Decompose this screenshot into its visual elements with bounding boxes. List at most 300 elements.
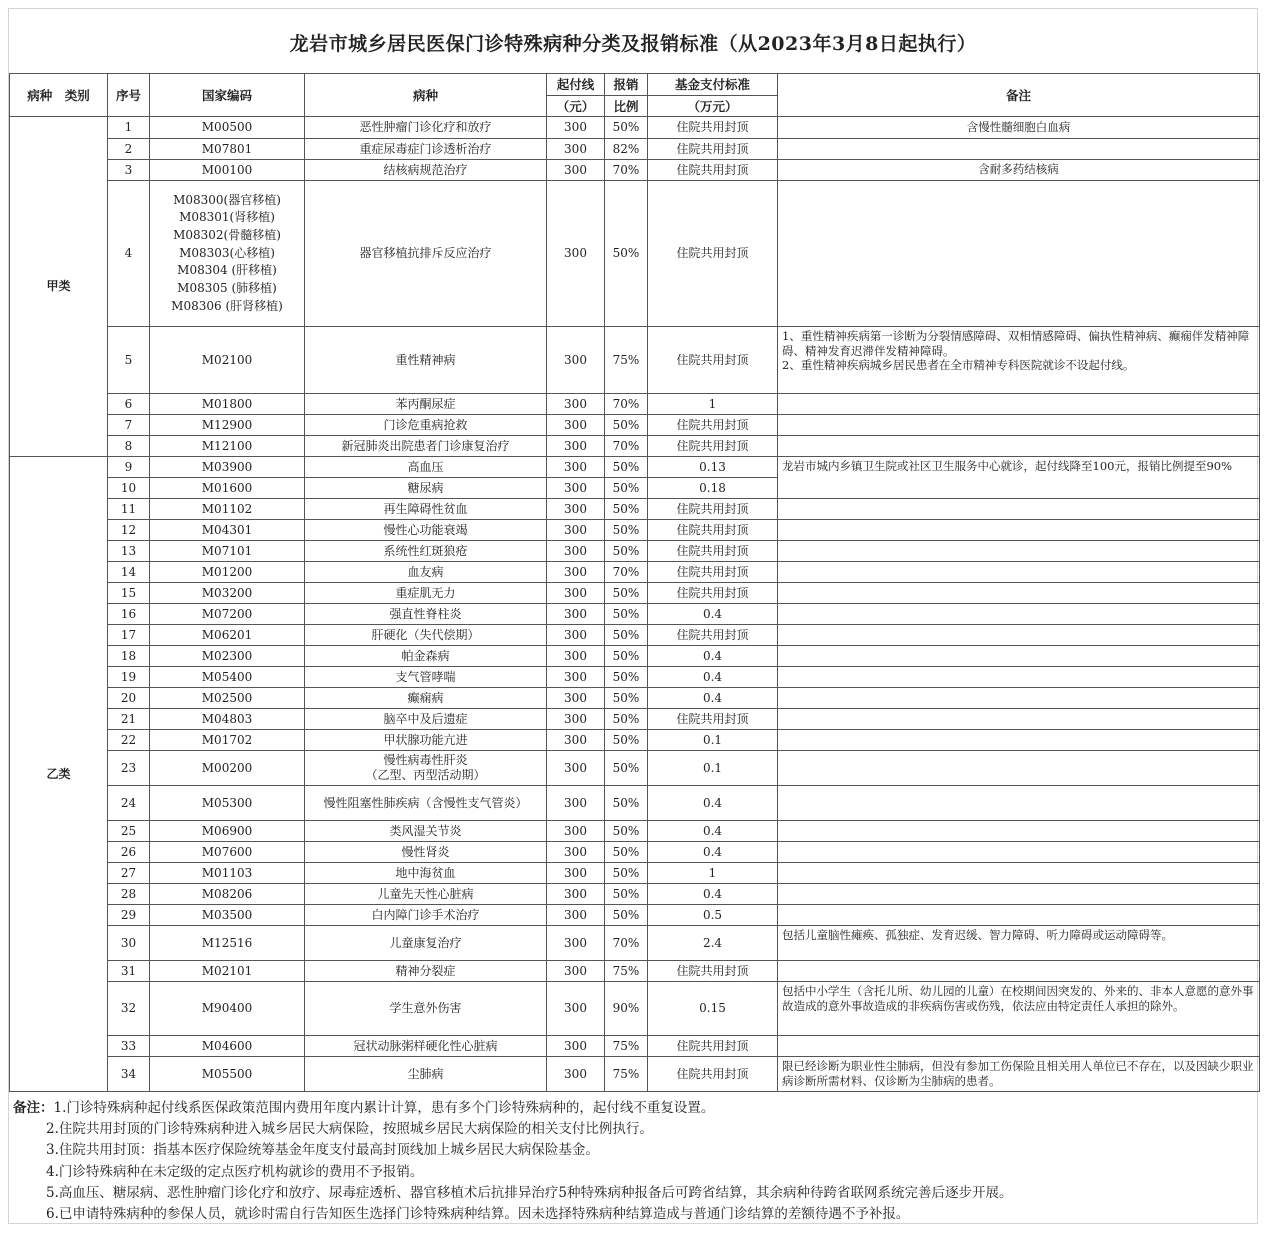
row-code bbox=[150, 181, 305, 327]
table-row bbox=[10, 884, 1260, 905]
table-row bbox=[10, 982, 1260, 1036]
row-ratio: 50% bbox=[605, 181, 648, 327]
row-code: M03200 bbox=[150, 583, 305, 604]
row-code: M02100 bbox=[150, 327, 305, 394]
row-threshold: 300 bbox=[547, 646, 605, 667]
row-fund: 0.1 bbox=[648, 730, 778, 751]
row-threshold: 300 bbox=[547, 863, 605, 884]
row-disease: 慢性阻塞性肺疾病（含慢性支气管炎） bbox=[305, 786, 547, 821]
row-code: M05500 bbox=[150, 1057, 305, 1092]
row-ratio: 50% bbox=[605, 457, 648, 478]
row-threshold: 300 bbox=[547, 821, 605, 842]
table-row bbox=[10, 160, 1260, 181]
row-fund: 住院共用封顶 bbox=[648, 583, 778, 604]
row-remark: 含慢性髓细胞白血病 bbox=[778, 117, 1260, 139]
row-disease: 甲状腺功能亢进 bbox=[305, 730, 547, 751]
code-line: M08305 (肺移植) bbox=[177, 281, 277, 296]
row-index: 33 bbox=[108, 1036, 150, 1057]
row-threshold: 300 bbox=[547, 667, 605, 688]
row-index: 20 bbox=[108, 688, 150, 709]
row-ratio: 50% bbox=[605, 117, 648, 139]
code-line: M08300(器官移植) bbox=[173, 192, 281, 207]
row-code: M01200 bbox=[150, 562, 305, 583]
row-disease: 精神分裂症 bbox=[305, 961, 547, 982]
row-fund: 住院共用封顶 bbox=[648, 1057, 778, 1092]
row-remark bbox=[778, 625, 1260, 646]
row-index: 32 bbox=[108, 982, 150, 1036]
category-b-cell: 乙类 bbox=[10, 457, 108, 1092]
row-threshold: 300 bbox=[547, 842, 605, 863]
row-disease: 高血压 bbox=[305, 457, 547, 478]
row-code: M07600 bbox=[150, 842, 305, 863]
row-threshold: 300 bbox=[547, 982, 605, 1036]
row-ratio: 50% bbox=[605, 905, 648, 926]
row-ratio: 50% bbox=[605, 499, 648, 520]
row-ratio: 50% bbox=[605, 667, 648, 688]
code-line: M08301(肾移植) bbox=[179, 210, 275, 225]
row-index: 12 bbox=[108, 520, 150, 541]
row-index: 28 bbox=[108, 884, 150, 905]
row-ratio: 50% bbox=[605, 842, 648, 863]
row-remark bbox=[778, 436, 1260, 457]
row-remark bbox=[778, 562, 1260, 583]
row-index: 14 bbox=[108, 562, 150, 583]
row-fund: 住院共用封顶 bbox=[648, 139, 778, 160]
document-title: 龙岩市城乡居民医保门诊特殊病种分类及报销标准（从2023年3月8日起执行） bbox=[289, 33, 977, 55]
row-disease: 强直性脊柱炎 bbox=[305, 604, 547, 625]
row-ratio: 70% bbox=[605, 562, 648, 583]
table-row bbox=[10, 583, 1260, 604]
row-fund: 住院共用封顶 bbox=[648, 1036, 778, 1057]
footnote-label: 备注： bbox=[13, 1100, 54, 1116]
row-index: 2 bbox=[108, 139, 150, 160]
table-row bbox=[10, 394, 1260, 415]
row-code: M02300 bbox=[150, 646, 305, 667]
row-threshold: 300 bbox=[547, 415, 605, 436]
row-ratio: 50% bbox=[605, 884, 648, 905]
row-fund: 住院共用封顶 bbox=[648, 562, 778, 583]
row-code: M06201 bbox=[150, 625, 305, 646]
table-row bbox=[10, 688, 1260, 709]
row-fund: 住院共用封顶 bbox=[648, 961, 778, 982]
row-ratio: 75% bbox=[605, 1057, 648, 1092]
header-disease: 病种 bbox=[305, 74, 547, 117]
row-disease: 学生意外伤害 bbox=[305, 982, 547, 1036]
row-disease: 重症肌无力 bbox=[305, 583, 547, 604]
row-threshold: 300 bbox=[547, 181, 605, 327]
row-disease: 血友病 bbox=[305, 562, 547, 583]
row-ratio: 75% bbox=[605, 961, 648, 982]
row-disease: 肝硬化（失代偿期） bbox=[305, 625, 547, 646]
row-threshold: 300 bbox=[547, 1057, 605, 1092]
row-disease: 慢性肾炎 bbox=[305, 842, 547, 863]
document-sheet bbox=[8, 8, 1258, 1224]
code-line: M08302(骨髓移植) bbox=[173, 227, 281, 242]
row-code: M02101 bbox=[150, 961, 305, 982]
row-index: 27 bbox=[108, 863, 150, 884]
row-code: M06900 bbox=[150, 821, 305, 842]
row-fund: 0.4 bbox=[648, 646, 778, 667]
table-row bbox=[10, 541, 1260, 562]
footnote-line: 6.已申请特殊病种的参保人员，就诊时需自行告知医生选择门诊特殊病种结算。因未选择特殊病种结算造成与普通门诊结算的差额待遇不予补报。 bbox=[46, 1206, 910, 1223]
row-remark: 含耐多药结核病 bbox=[778, 160, 1260, 181]
row-index: 8 bbox=[108, 436, 150, 457]
row-threshold: 300 bbox=[547, 730, 605, 751]
row-threshold: 300 bbox=[547, 160, 605, 181]
table-row bbox=[10, 117, 1260, 139]
row-fund: 0.18 bbox=[648, 478, 778, 499]
row-remark bbox=[778, 884, 1260, 905]
header-ratio-sub: 比例 bbox=[605, 96, 648, 117]
row-disease: 尘肺病 bbox=[305, 1057, 547, 1092]
row-fund: 0.13 bbox=[648, 457, 778, 478]
row-ratio: 50% bbox=[605, 520, 648, 541]
row-remark bbox=[778, 394, 1260, 415]
row-ratio: 50% bbox=[605, 709, 648, 730]
row-threshold: 300 bbox=[547, 884, 605, 905]
row-threshold: 300 bbox=[547, 961, 605, 982]
table-row bbox=[10, 709, 1260, 730]
table-row bbox=[10, 625, 1260, 646]
row-remark bbox=[778, 604, 1260, 625]
row-ratio: 50% bbox=[605, 863, 648, 884]
row-remark bbox=[778, 139, 1260, 160]
row-ratio: 50% bbox=[605, 730, 648, 751]
row-index: 24 bbox=[108, 786, 150, 821]
row-disease: 恶性肿瘤门诊化疗和放疗 bbox=[305, 117, 547, 139]
row-index: 23 bbox=[108, 751, 150, 786]
header-fund: 基金支付标准 bbox=[648, 74, 778, 96]
table-row bbox=[10, 821, 1260, 842]
row-disease: 慢性病毒性肝炎 （乙型、丙型活动期） bbox=[305, 751, 547, 786]
row-threshold: 300 bbox=[547, 604, 605, 625]
row-threshold: 300 bbox=[547, 709, 605, 730]
row-fund: 0.4 bbox=[648, 821, 778, 842]
row-threshold: 300 bbox=[547, 541, 605, 562]
row-disease: 类风湿关节炎 bbox=[305, 821, 547, 842]
row-remark bbox=[778, 863, 1260, 884]
row-code: M03900 bbox=[150, 457, 305, 478]
row-remark bbox=[778, 583, 1260, 604]
row-threshold: 300 bbox=[547, 688, 605, 709]
row-remark bbox=[778, 842, 1260, 863]
row-ratio: 50% bbox=[605, 541, 648, 562]
row-ratio: 50% bbox=[605, 751, 648, 786]
row-ratio: 50% bbox=[605, 625, 648, 646]
row-code: M12100 bbox=[150, 436, 305, 457]
table-row bbox=[10, 863, 1260, 884]
row-remark: 限已经诊断为职业性尘肺病，但没有参加工伤保险且相关用人单位已不存在，以及因缺少职业病诊断所需材料、仅诊断为尘肺病的患者。 bbox=[778, 1057, 1260, 1092]
row-threshold: 300 bbox=[547, 926, 605, 961]
row-remark bbox=[778, 730, 1260, 751]
row-disease: 儿童先天性心脏病 bbox=[305, 884, 547, 905]
code-line: M08304 (肝移植) bbox=[177, 263, 277, 278]
table-row bbox=[10, 667, 1260, 688]
row-remark: 1、重性精神疾病第一诊断为分裂情感障碍、双相情感障碍、偏执性精神病、癫痫伴发精神障碍、精神发育迟滞伴发精神障碍。 2、重性精神疾病城乡居民患者在全市精神专科医院就诊不设起付线。 bbox=[778, 327, 1260, 394]
row-threshold: 300 bbox=[547, 478, 605, 499]
header-ratio: 报销 bbox=[605, 74, 648, 96]
row-index: 30 bbox=[108, 926, 150, 961]
footnote-line: 5.高血压、糖尿病、恶性肿瘤门诊化疗和放疗、尿毒症透析、器官移植术后抗排异治疗5种特殊病种报备后可跨省结算，其余病种待跨省联网系统完善后逐步开展。 bbox=[46, 1184, 1013, 1201]
row-remark bbox=[778, 786, 1260, 821]
header-threshold: 起付线 bbox=[547, 74, 605, 96]
row-index: 31 bbox=[108, 961, 150, 982]
row-code: M01102 bbox=[150, 499, 305, 520]
row-remark bbox=[778, 961, 1260, 982]
table-row bbox=[10, 842, 1260, 863]
row-fund: 住院共用封顶 bbox=[648, 117, 778, 139]
row-fund: 住院共用封顶 bbox=[648, 181, 778, 327]
row-ratio: 75% bbox=[605, 1036, 648, 1057]
table-row bbox=[10, 646, 1260, 667]
row-fund: 住院共用封顶 bbox=[648, 625, 778, 646]
row-index: 1 bbox=[108, 117, 150, 139]
table-row bbox=[10, 926, 1260, 961]
row-code: M07200 bbox=[150, 604, 305, 625]
row-index: 17 bbox=[108, 625, 150, 646]
footnote-line: 3.住院共用封顶：指基本医疗保险统筹基金年度支付最高封顶线加上城乡居民大病保险基金。 bbox=[46, 1142, 599, 1159]
row-threshold: 300 bbox=[547, 786, 605, 821]
row-remark bbox=[778, 688, 1260, 709]
row-disease: 脑卒中及后遗症 bbox=[305, 709, 547, 730]
row-disease: 系统性红斑狼疮 bbox=[305, 541, 547, 562]
row-index: 4 bbox=[108, 181, 150, 327]
row-ratio: 90% bbox=[605, 982, 648, 1036]
table-body bbox=[10, 117, 1260, 1092]
row-disease: 冠状动脉粥样硬化性心脏病 bbox=[305, 1036, 547, 1057]
row-disease: 苯丙酮尿症 bbox=[305, 394, 547, 415]
row-disease: 重症尿毒症门诊透析治疗 bbox=[305, 139, 547, 160]
row-code: M07101 bbox=[150, 541, 305, 562]
row-ratio: 50% bbox=[605, 415, 648, 436]
row-code: M05400 bbox=[150, 667, 305, 688]
row-ratio: 70% bbox=[605, 436, 648, 457]
table-row bbox=[10, 415, 1260, 436]
table-row bbox=[10, 499, 1260, 520]
table-row bbox=[10, 562, 1260, 583]
row-threshold: 300 bbox=[547, 562, 605, 583]
table-row bbox=[10, 139, 1260, 160]
row-remark bbox=[778, 1036, 1260, 1057]
row-code: M01103 bbox=[150, 863, 305, 884]
row-index: 21 bbox=[108, 709, 150, 730]
row-ratio: 50% bbox=[605, 786, 648, 821]
row-threshold: 300 bbox=[547, 583, 605, 604]
row-code: M02500 bbox=[150, 688, 305, 709]
row-disease: 新冠肺炎出院患者门诊康复治疗 bbox=[305, 436, 547, 457]
row-fund: 1 bbox=[648, 863, 778, 884]
footnote-line bbox=[9, 1098, 1257, 1119]
row-ratio: 50% bbox=[605, 604, 648, 625]
row-index: 19 bbox=[108, 667, 150, 688]
row-threshold: 300 bbox=[547, 499, 605, 520]
row-index: 34 bbox=[108, 1057, 150, 1092]
header-fund-unit: （万元） bbox=[648, 96, 778, 117]
row-remark bbox=[778, 646, 1260, 667]
row-fund: 0.4 bbox=[648, 786, 778, 821]
table-row bbox=[10, 457, 1260, 478]
row-disease: 慢性心功能衰竭 bbox=[305, 520, 547, 541]
row-fund: 2.4 bbox=[648, 926, 778, 961]
row-code: M04301 bbox=[150, 520, 305, 541]
footnote-line: 2.住院共用封顶的门诊特殊病种进入城乡居民大病保险，按照城乡居民大病保险的相关支付比例执行。 bbox=[46, 1121, 653, 1138]
row-fund: 0.15 bbox=[648, 982, 778, 1036]
row-remark bbox=[778, 181, 1260, 327]
table-header-row bbox=[10, 74, 1260, 96]
row-index: 22 bbox=[108, 730, 150, 751]
row-fund: 0.5 bbox=[648, 905, 778, 926]
header-code: 国家编码 bbox=[150, 74, 305, 117]
row-index: 15 bbox=[108, 583, 150, 604]
row-remark: 龙岩市城内乡镇卫生院或社区卫生服务中心就诊，起付线降至100元，报销比例提至90% bbox=[778, 457, 1260, 499]
row-threshold: 300 bbox=[547, 139, 605, 160]
row-fund: 住院共用封顶 bbox=[648, 520, 778, 541]
row-index: 6 bbox=[108, 394, 150, 415]
row-index: 26 bbox=[108, 842, 150, 863]
row-remark: 包括儿童脑性瘫痪、孤独症、发育迟缓、智力障碍、听力障碍或运动障碍等。 bbox=[778, 926, 1260, 961]
row-index: 7 bbox=[108, 415, 150, 436]
row-remark bbox=[778, 709, 1260, 730]
row-code: M03500 bbox=[150, 905, 305, 926]
footnotes bbox=[9, 1098, 1257, 1225]
row-code: M08206 bbox=[150, 884, 305, 905]
row-threshold: 300 bbox=[547, 520, 605, 541]
footnote-line: 4.门诊特殊病种在未定级的定点医疗机构就诊的费用不予报销。 bbox=[46, 1163, 424, 1180]
row-index: 13 bbox=[108, 541, 150, 562]
row-code: M01800 bbox=[150, 394, 305, 415]
row-ratio: 75% bbox=[605, 327, 648, 394]
table-row bbox=[10, 1057, 1260, 1092]
row-disease: 儿童康复治疗 bbox=[305, 926, 547, 961]
row-fund: 住院共用封顶 bbox=[648, 499, 778, 520]
row-remark: 包括中小学生（含托儿所、幼儿园的儿童）在校期间因突发的、外来的、非本人意愿的意外事故造成的意外事故造成的非疾病伤害或伤残，依法应由特定责任人承担的除外。 bbox=[778, 982, 1260, 1036]
row-ratio: 70% bbox=[605, 394, 648, 415]
row-disease: 白内障门诊手术治疗 bbox=[305, 905, 547, 926]
row-ratio: 70% bbox=[605, 926, 648, 961]
table-row bbox=[10, 961, 1260, 982]
row-disease: 重性精神病 bbox=[305, 327, 547, 394]
row-remark bbox=[778, 821, 1260, 842]
row-fund: 1 bbox=[648, 394, 778, 415]
row-ratio: 50% bbox=[605, 646, 648, 667]
row-ratio: 50% bbox=[605, 583, 648, 604]
table-row bbox=[10, 436, 1260, 457]
row-threshold: 300 bbox=[547, 327, 605, 394]
row-index: 18 bbox=[108, 646, 150, 667]
row-fund: 住院共用封顶 bbox=[648, 327, 778, 394]
row-ratio: 50% bbox=[605, 688, 648, 709]
table-row bbox=[10, 751, 1260, 786]
row-remark bbox=[778, 520, 1260, 541]
row-threshold: 300 bbox=[547, 905, 605, 926]
table-row bbox=[10, 786, 1260, 821]
table-row bbox=[10, 604, 1260, 625]
code-line: M08303(心移植) bbox=[179, 245, 275, 260]
row-ratio: 50% bbox=[605, 821, 648, 842]
row-code: M90400 bbox=[150, 982, 305, 1036]
disease-table bbox=[9, 73, 1260, 1092]
row-remark bbox=[778, 751, 1260, 786]
header-remark: 备注 bbox=[778, 74, 1260, 117]
row-fund: 住院共用封顶 bbox=[648, 415, 778, 436]
row-ratio: 50% bbox=[605, 478, 648, 499]
row-code: M01600 bbox=[150, 478, 305, 499]
row-ratio: 70% bbox=[605, 160, 648, 181]
row-fund: 住院共用封顶 bbox=[648, 436, 778, 457]
row-disease: 再生障碍性贫血 bbox=[305, 499, 547, 520]
row-disease: 结核病规范治疗 bbox=[305, 160, 547, 181]
row-threshold: 300 bbox=[547, 117, 605, 139]
row-threshold: 300 bbox=[547, 1036, 605, 1057]
row-fund: 0.4 bbox=[648, 842, 778, 863]
table-row bbox=[10, 1036, 1260, 1057]
row-fund: 0.4 bbox=[648, 604, 778, 625]
category-a-cell: 甲类 bbox=[10, 117, 108, 457]
row-remark bbox=[778, 905, 1260, 926]
row-threshold: 300 bbox=[547, 625, 605, 646]
row-ratio: 82% bbox=[605, 139, 648, 160]
row-disease: 糖尿病 bbox=[305, 478, 547, 499]
row-remark bbox=[778, 499, 1260, 520]
row-code: M04600 bbox=[150, 1036, 305, 1057]
row-code: M12900 bbox=[150, 415, 305, 436]
table-row bbox=[10, 181, 1260, 327]
row-disease: 地中海贫血 bbox=[305, 863, 547, 884]
row-code: M07801 bbox=[150, 139, 305, 160]
row-disease: 癫痫病 bbox=[305, 688, 547, 709]
row-code: M01702 bbox=[150, 730, 305, 751]
header-index: 序号 bbox=[108, 74, 150, 117]
row-fund: 0.4 bbox=[648, 884, 778, 905]
row-remark bbox=[778, 541, 1260, 562]
row-threshold: 300 bbox=[547, 436, 605, 457]
row-disease: 支气管哮喘 bbox=[305, 667, 547, 688]
row-threshold: 300 bbox=[547, 394, 605, 415]
row-threshold: 300 bbox=[547, 457, 605, 478]
row-fund: 住院共用封顶 bbox=[648, 541, 778, 562]
row-index: 5 bbox=[108, 327, 150, 394]
table-row bbox=[10, 520, 1260, 541]
row-disease: 器官移植抗排斥反应治疗 bbox=[305, 181, 547, 327]
row-code: M00200 bbox=[150, 751, 305, 786]
header-threshold-unit: （元） bbox=[547, 96, 605, 117]
row-index: 9 bbox=[108, 457, 150, 478]
row-fund: 0.4 bbox=[648, 667, 778, 688]
row-index: 10 bbox=[108, 478, 150, 499]
row-fund: 0.1 bbox=[648, 751, 778, 786]
row-index: 3 bbox=[108, 160, 150, 181]
code-line: M08306 (肝肾移植) bbox=[171, 298, 283, 313]
row-code: M00100 bbox=[150, 160, 305, 181]
footnote-text: 1.门诊特殊病种起付线系医保政策范围内费用年度内累计计算，患有多个门诊特殊病种的，起付线不重复设置。 bbox=[53, 1100, 715, 1116]
row-code: M05300 bbox=[150, 786, 305, 821]
row-index: 25 bbox=[108, 821, 150, 842]
row-remark bbox=[778, 415, 1260, 436]
row-remark bbox=[778, 667, 1260, 688]
row-fund: 住院共用封顶 bbox=[648, 709, 778, 730]
table-row bbox=[10, 327, 1260, 394]
row-code: M00500 bbox=[150, 117, 305, 139]
row-fund: 住院共用封顶 bbox=[648, 160, 778, 181]
row-threshold: 300 bbox=[547, 751, 605, 786]
row-index: 16 bbox=[108, 604, 150, 625]
table-row bbox=[10, 730, 1260, 751]
header-category: 病种 类别 bbox=[10, 74, 108, 117]
row-fund: 0.4 bbox=[648, 688, 778, 709]
row-disease: 门诊危重病抢救 bbox=[305, 415, 547, 436]
row-disease: 帕金森病 bbox=[305, 646, 547, 667]
table-row bbox=[10, 905, 1260, 926]
